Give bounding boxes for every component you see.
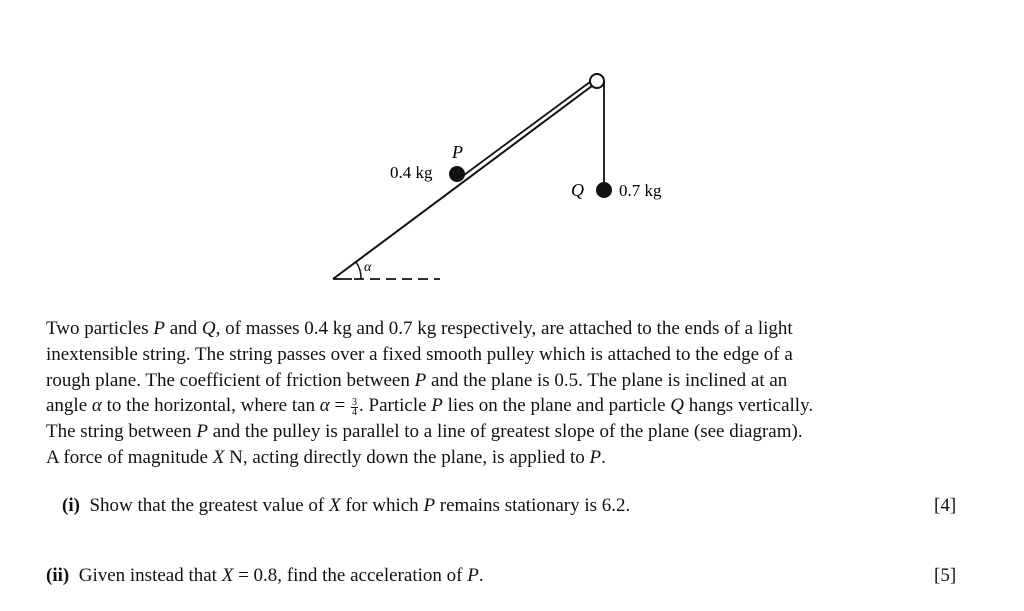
mass-q-label: 0.7 kg: [619, 181, 662, 200]
question-line: The string between P and the pulley is parallel to a line of greatest slope of the plane (see diagram).: [46, 421, 803, 443]
mass-p-label: 0.4 kg: [390, 163, 433, 182]
inclined-plane: [333, 80, 600, 279]
particle-p-label: P: [452, 142, 463, 162]
part-i-text: Show that the greatest value of X for which P remains stationary is 6.2.: [89, 495, 631, 516]
part-i-label: (i): [62, 495, 80, 516]
part-ii: [46, 565, 484, 587]
angle-label: α: [364, 260, 372, 275]
question-line: inextensible string. The string passes over a fixed smooth pulley which is attached to the edge of a: [46, 343, 793, 365]
pulley: [590, 74, 604, 88]
string-slope: [460, 79, 594, 178]
part-ii-marks: [5]: [934, 565, 957, 586]
question-line: angle α to the horizontal, where tan α = $\frac{3}{4}$ . Particle P lies on the plane and particle Q hangs vertically.: [46, 395, 814, 418]
particle-q-label: Q: [571, 180, 584, 200]
particle-q: [596, 182, 612, 198]
part-ii-text: Given instead that X = 0.8, find the acceleration of P.: [78, 565, 484, 586]
part-i: [62, 495, 630, 517]
fraction: $\frac{3}{4}$: [352, 396, 357, 418]
question-line: A force of magnitude X N, acting directly down the plane, is applied to P.: [46, 446, 606, 468]
question-line: Two particles P and Q, of masses 0.4 kg and 0.7 kg respectively, are attached to the ends of a light: [46, 318, 793, 339]
part-i-marks: [4]: [934, 495, 957, 516]
inclined-plane-diagram: [0, 0, 1024, 300]
question-paragraph: [46, 316, 962, 471]
question-line: rough plane. The coefficient of friction between P and the plane is 0.5. The plane is inclined at an: [46, 369, 788, 391]
angle-arc: [356, 262, 361, 279]
part-ii-label: (ii): [46, 565, 70, 586]
particle-p: [449, 166, 465, 182]
